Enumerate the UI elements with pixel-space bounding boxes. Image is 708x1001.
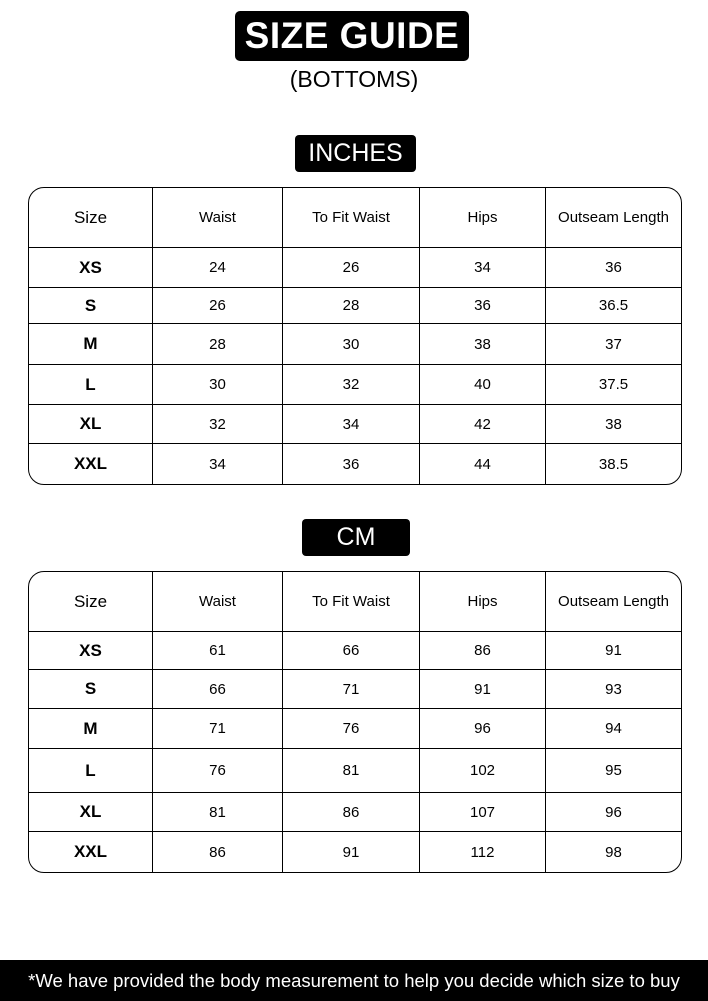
hips-cell: 40 — [420, 365, 546, 405]
to-fit-waist-cell: 86 — [283, 793, 420, 832]
column-header-to-fit-waist: To Fit Waist — [283, 572, 420, 632]
outseam-length-cell: 94 — [546, 709, 681, 749]
outseam-length-cell: 93 — [546, 670, 681, 709]
size-cell: M — [29, 324, 153, 365]
to-fit-waist-cell: 30 — [283, 324, 420, 365]
outseam-length-cell: 38 — [546, 405, 681, 444]
outseam-length-cell: 91 — [546, 632, 681, 670]
waist-cell: 66 — [153, 670, 283, 709]
table-row — [29, 444, 681, 484]
page-title: SIZE GUIDE — [235, 11, 469, 61]
hips-cell: 102 — [420, 749, 546, 793]
to-fit-waist-cell: 28 — [283, 288, 420, 324]
column-header-hips: Hips — [420, 572, 546, 632]
cm-size-table — [28, 571, 682, 873]
table-row — [29, 793, 681, 832]
outseam-length-cell: 36.5 — [546, 288, 681, 324]
hips-cell: 91 — [420, 670, 546, 709]
size-cell: XS — [29, 248, 153, 288]
waist-cell: 34 — [153, 444, 283, 484]
to-fit-waist-cell: 32 — [283, 365, 420, 405]
hips-cell: 112 — [420, 832, 546, 872]
size-cell: L — [29, 749, 153, 793]
inches-size-table — [28, 187, 682, 485]
page-subtitle: (BOTTOMS) — [289, 66, 419, 92]
to-fit-waist-cell: 71 — [283, 670, 420, 709]
outseam-length-cell: 95 — [546, 749, 681, 793]
inches-label: INCHES — [295, 135, 416, 172]
outseam-length-cell: 37 — [546, 324, 681, 365]
size-cell: XXL — [29, 444, 153, 484]
table-row — [29, 365, 681, 405]
size-cell: XXL — [29, 832, 153, 872]
to-fit-waist-cell: 36 — [283, 444, 420, 484]
column-header-waist: Waist — [153, 188, 283, 248]
waist-cell: 32 — [153, 405, 283, 444]
column-header-hips: Hips — [420, 188, 546, 248]
size-cell: XL — [29, 793, 153, 832]
column-header-outseam-length: Outseam Length — [546, 188, 681, 248]
column-header-outseam-length: Outseam Length — [546, 572, 681, 632]
outseam-length-cell: 38.5 — [598, 455, 629, 473]
table-row — [29, 288, 681, 324]
hips-cell: 42 — [420, 405, 546, 444]
table-row — [29, 248, 681, 288]
hips-cell: 38 — [420, 324, 546, 365]
size-cell: XL — [29, 405, 153, 444]
cm-label: CM — [302, 519, 410, 556]
waist-cell: 76 — [153, 749, 283, 793]
hips-cell: 107 — [420, 793, 546, 832]
column-header-size: Size — [29, 188, 153, 248]
waist-cell: 81 — [153, 793, 283, 832]
table-row — [29, 670, 681, 709]
table-row — [29, 324, 681, 365]
column-header-size: Size — [29, 572, 153, 632]
outseam-length-cell: 36 — [546, 248, 681, 288]
size-cell: XS — [29, 632, 153, 670]
table-row — [29, 832, 681, 872]
table-row — [29, 709, 681, 749]
waist-cell: 30 — [153, 365, 283, 405]
to-fit-waist-cell: 81 — [283, 749, 420, 793]
waist-cell: 28 — [153, 324, 283, 365]
column-header-waist: Waist — [153, 572, 283, 632]
table-row — [29, 405, 681, 444]
table-row — [29, 749, 681, 793]
waist-cell: 24 — [153, 248, 283, 288]
hips-cell: 36 — [420, 288, 546, 324]
outseam-length-cell: 96 — [546, 793, 681, 832]
hips-cell: 96 — [420, 709, 546, 749]
size-cell: S — [29, 288, 153, 324]
outseam-length-cell: 37.5 — [546, 365, 681, 405]
hips-cell: 86 — [420, 632, 546, 670]
waist-cell: 61 — [153, 632, 283, 670]
waist-cell: 71 — [153, 709, 283, 749]
to-fit-waist-cell: 34 — [283, 405, 420, 444]
hips-cell: 44 — [420, 444, 546, 484]
table-row — [29, 632, 681, 670]
to-fit-waist-cell: 91 — [283, 832, 420, 872]
to-fit-waist-cell: 66 — [283, 632, 420, 670]
outseam-length-cell: 98 — [605, 843, 622, 861]
waist-cell: 86 — [153, 832, 283, 872]
to-fit-waist-cell: 76 — [283, 709, 420, 749]
size-cell: M — [29, 709, 153, 749]
footer-note: *We have provided the body measurement to help you decide which size to buy — [0, 960, 708, 1001]
hips-cell: 34 — [420, 248, 546, 288]
table-header-row — [29, 572, 681, 632]
table-header-row — [29, 188, 681, 248]
size-cell: L — [29, 365, 153, 405]
column-header-to-fit-waist: To Fit Waist — [283, 188, 420, 248]
waist-cell: 26 — [153, 288, 283, 324]
to-fit-waist-cell: 26 — [283, 248, 420, 288]
size-cell: S — [29, 670, 153, 709]
